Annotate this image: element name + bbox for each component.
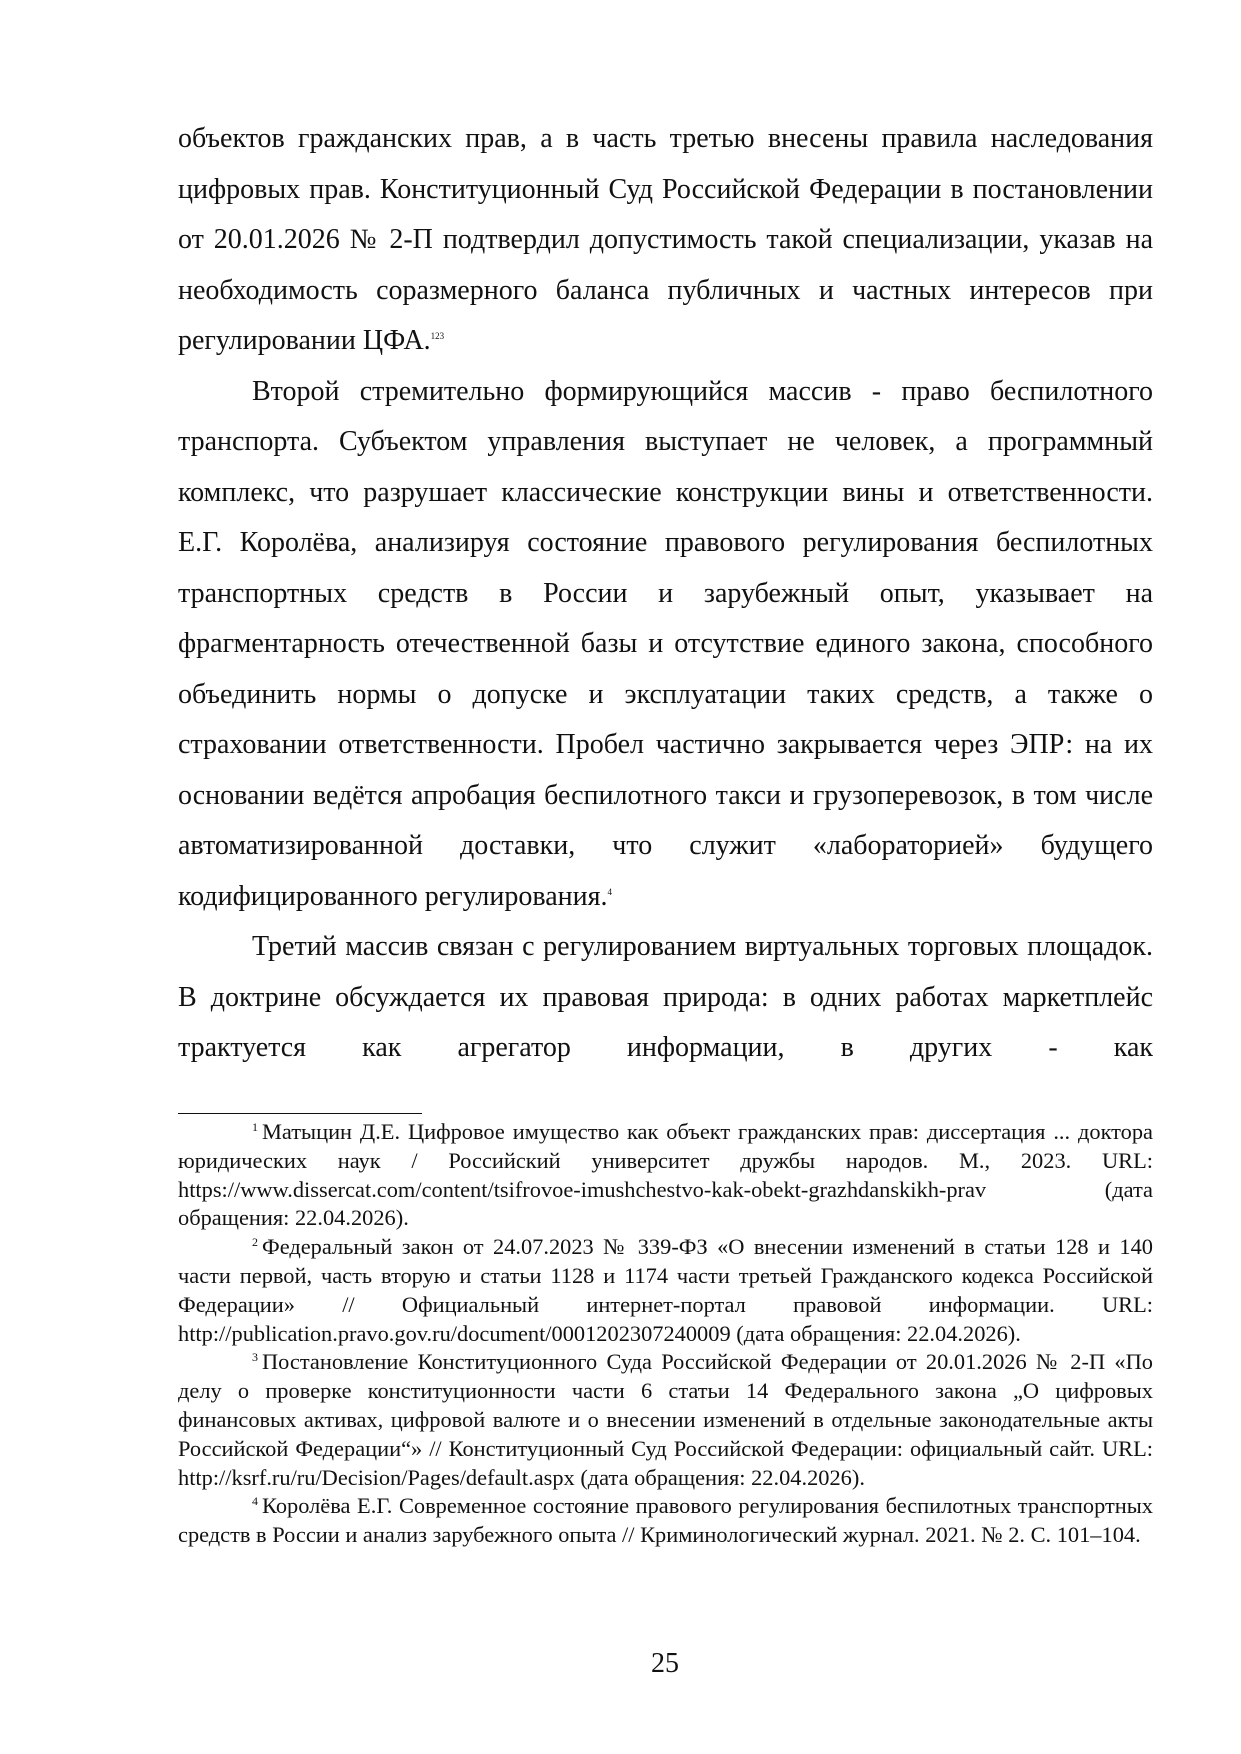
footnote-number: 3 [252, 1350, 258, 1365]
footnote-item [178, 1118, 1153, 1233]
footnote-item [178, 1348, 1153, 1492]
paragraph-text: Третий массив связан с регулированием виртуальных торговых площадок. В доктрине обсуждается их правовая природа: в одних работах маркетплейс трактуется как агрегатор информации, в других - как [178, 931, 1153, 1063]
footnote-text: Постановление Конституционного Суда Российской Федерации от 20.01.2026 № 2-П «По делу о проверке конституционности части 6 статьи 14 Федерального закона „О цифровых финансовых активах, цифровой валюте и о внесении изменений в отдельные законодательные акты Российской Федерации“» // Конституционный Суд Российской Федерации: официальный сайт. URL: http://ksrf.ru/ru/Decision/Pages/default.aspx (дата обращения: 22.04.2026). [178, 1349, 1153, 1490]
footnotes-section [178, 1118, 1153, 1550]
footnote-number: 2 [252, 1235, 258, 1250]
paragraph-text: объектов гражданских прав, а в часть третью внесены правила наследования цифровых прав. Конституционный Суд Российской Федерации в постановлении от 20.01.2026 № 2-П подтвердил допустимость такой специализации, указав на необходимость соразмерного баланса публичных и частных интересов при регулировании ЦФА. [178, 123, 1153, 356]
footnote-number: 1 [252, 1120, 258, 1134]
page-number: 25 [651, 1648, 679, 1679]
footnote-reference[interactable]: 123 [430, 331, 445, 341]
footnote-text: Королёва Е.Г. Современное состояние правового регулирования беспилотных транспортных средств в России и анализ зарубежного опыта // Криминологический журнал. 2021. № 2. С. 101–104. [178, 1493, 1153, 1548]
paragraph-text: Второй стремительно формирующийся массив - право беспилотного транспорта. Субъектом управления выступает не человек, а программный комплекс, что разрушает классические конструкции вины и ответственности. Е.Г. Королёва, анализируя состояние правового регулирования беспилотных транспортных средств в России и зарубежный опыт, указывает на фрагментарность отечественной базы и отсутствие единого закона, способного объединить нормы о допуске и эксплуатации таких средств, а также о страховании ответственности. Пробел частично закрывается через ЭПР: на их основании ведётся апробация беспилотного такси и грузоперевозок, в том числе автоматизированной доставки, что служит «лабораторией» будущего кодифицированного регулирования. [178, 375, 1153, 912]
body-text [178, 114, 1153, 1074]
footnote-reference[interactable]: 4 [607, 886, 613, 897]
footnote-number: 4 [252, 1494, 258, 1509]
paragraph-unmanned-transport [178, 367, 1153, 923]
footnote-item [178, 1492, 1153, 1550]
footnote-separator [178, 1113, 422, 1114]
footnote-text: Федеральный закон от 24.07.2023 № 339-ФЗ «О внесении изменений в статьи 128 и 140 части первой, часть вторую и статьи 1128 и 1174 части третьей Гражданского кодекса Российской Федерации» // Официальный интернет-портал правовой информации. URL: http://publication.pravo.gov.ru/document/0001202307240009 (дата обращения: 22.04.2026). [178, 1234, 1153, 1346]
paragraph-marketplaces [178, 922, 1153, 1074]
footnote-text: Матыцин Д.Е. Цифровое имущество как объект гражданских прав: диссертация ... доктора юридических наук / Российский университет дружбы народов. М., 2023. URL: https://www.dissercat.com/content/tsifrovoe-imushchestvo-kak-obekt-grazhdanskikh-prav (дата обращения: 22.04.2026). [178, 1119, 1153, 1231]
paragraph-continuation [178, 114, 1153, 367]
footnote-item [178, 1233, 1153, 1348]
